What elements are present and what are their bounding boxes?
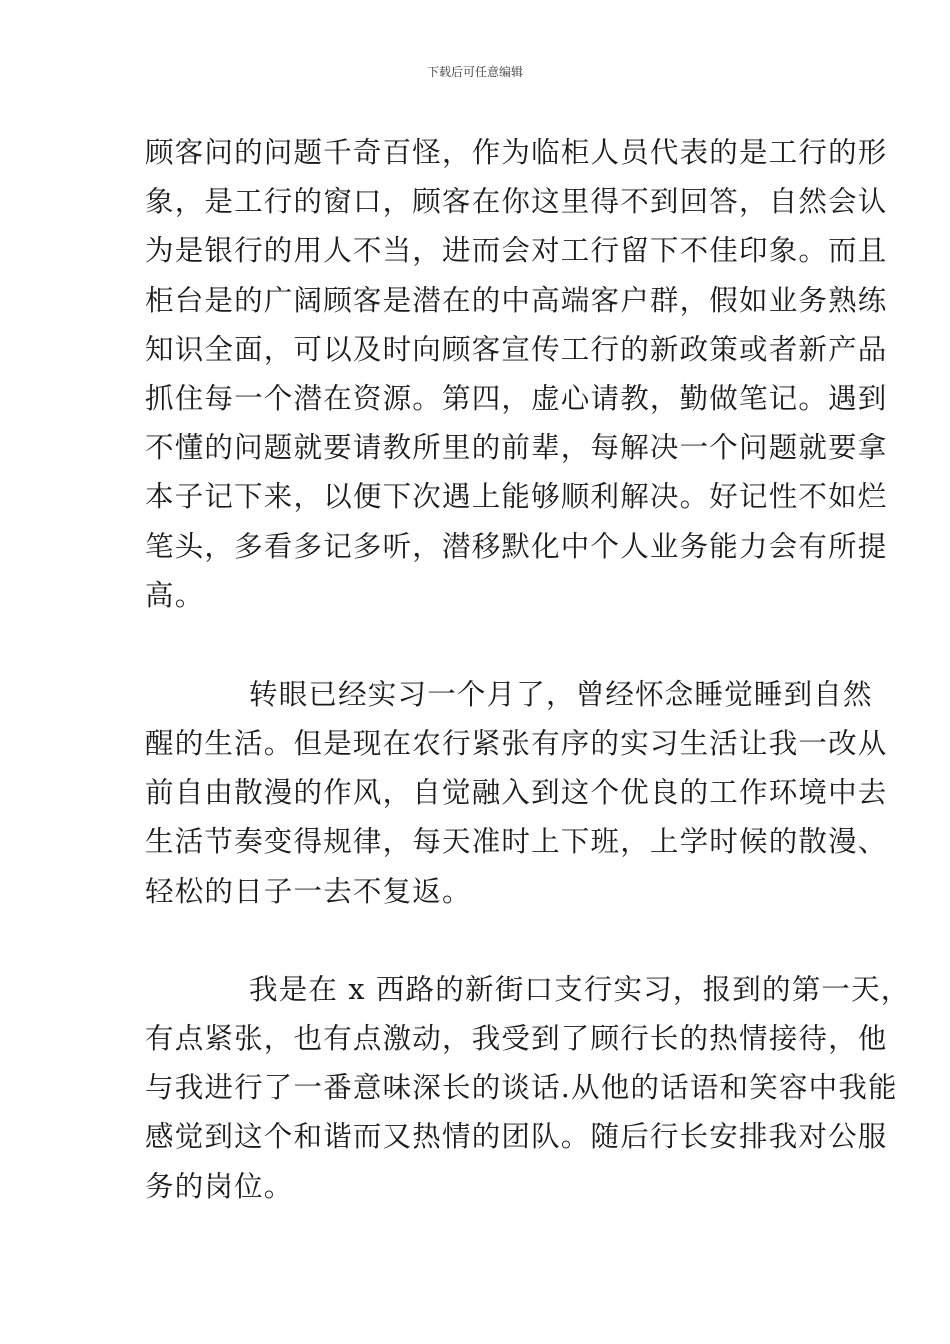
text-line: 务的岗位。	[145, 1169, 294, 1203]
text-line: 轻松的日子一去不复返。	[145, 874, 472, 908]
text-line: 有点紧张，也有点激动，我受到了顾行长的热情接待，他	[145, 1022, 888, 1055]
text-line: 本子记下来，以便下次遇上能够顺利解决。好记性不如烂	[145, 480, 888, 514]
text-line: 我是在 x 西路的新街口支行实习，报到的第一天，	[249, 972, 911, 1006]
text-line: 柜台是的广阔顾客是潜在的中高端客户群，假如业务熟练	[145, 283, 888, 317]
text-line: 前自由散漫的作风，自觉融入到这个优良的工作环境中去	[145, 776, 888, 810]
paragraph-1	[145, 128, 888, 620]
text-line: 与我进行了一番意味深长的谈话.从他的话语和笑容中我能	[145, 1071, 898, 1105]
text-line: 醒的生活。但是现在农行紧张有序的实习生活让我一改从	[145, 727, 888, 761]
document-body	[145, 128, 911, 1211]
text-line: 顾客问的问题千奇百怪，作为临柜人员代表的是工行的形	[145, 136, 888, 169]
page-header: 下载后可任意编辑	[426, 65, 523, 79]
text-line: 笔头，多看多记多听，潜移默化中个人业务能力会有所提	[145, 529, 888, 563]
paragraph-2	[145, 670, 888, 916]
text-line: 抓住每一个潜在资源。第四，虚心请教，勤做笔记。遇到	[145, 381, 888, 415]
text-line: 为是银行的用人不当，进而会对工行留下不佳印象。而且	[145, 234, 888, 268]
paragraph-spacer	[145, 620, 807, 670]
paragraph-spacer	[145, 916, 807, 965]
text-line: 转眼已经实习一个月了，曾经怀念睡觉睡到自然	[249, 677, 873, 711]
text-line: 不懂的问题就要请教所里的前辈，每解决一个问题就要拿	[145, 431, 888, 465]
text-line: 生活节奏变得规律，每天准时上下班，上学时候的散漫、	[145, 825, 888, 859]
text-line: 象，是工行的窗口，顾客在你这里得不到回答，自然会认	[145, 185, 888, 219]
text-line: 感觉到这个和谐而又热情的团队。随后行长安排我对公服	[145, 1120, 888, 1154]
text-line: 高。	[145, 578, 205, 612]
paragraph-3	[145, 965, 911, 1211]
text-line: 知识全面，可以及时向顾客宣传工行的新政策或者新产品	[145, 332, 888, 366]
